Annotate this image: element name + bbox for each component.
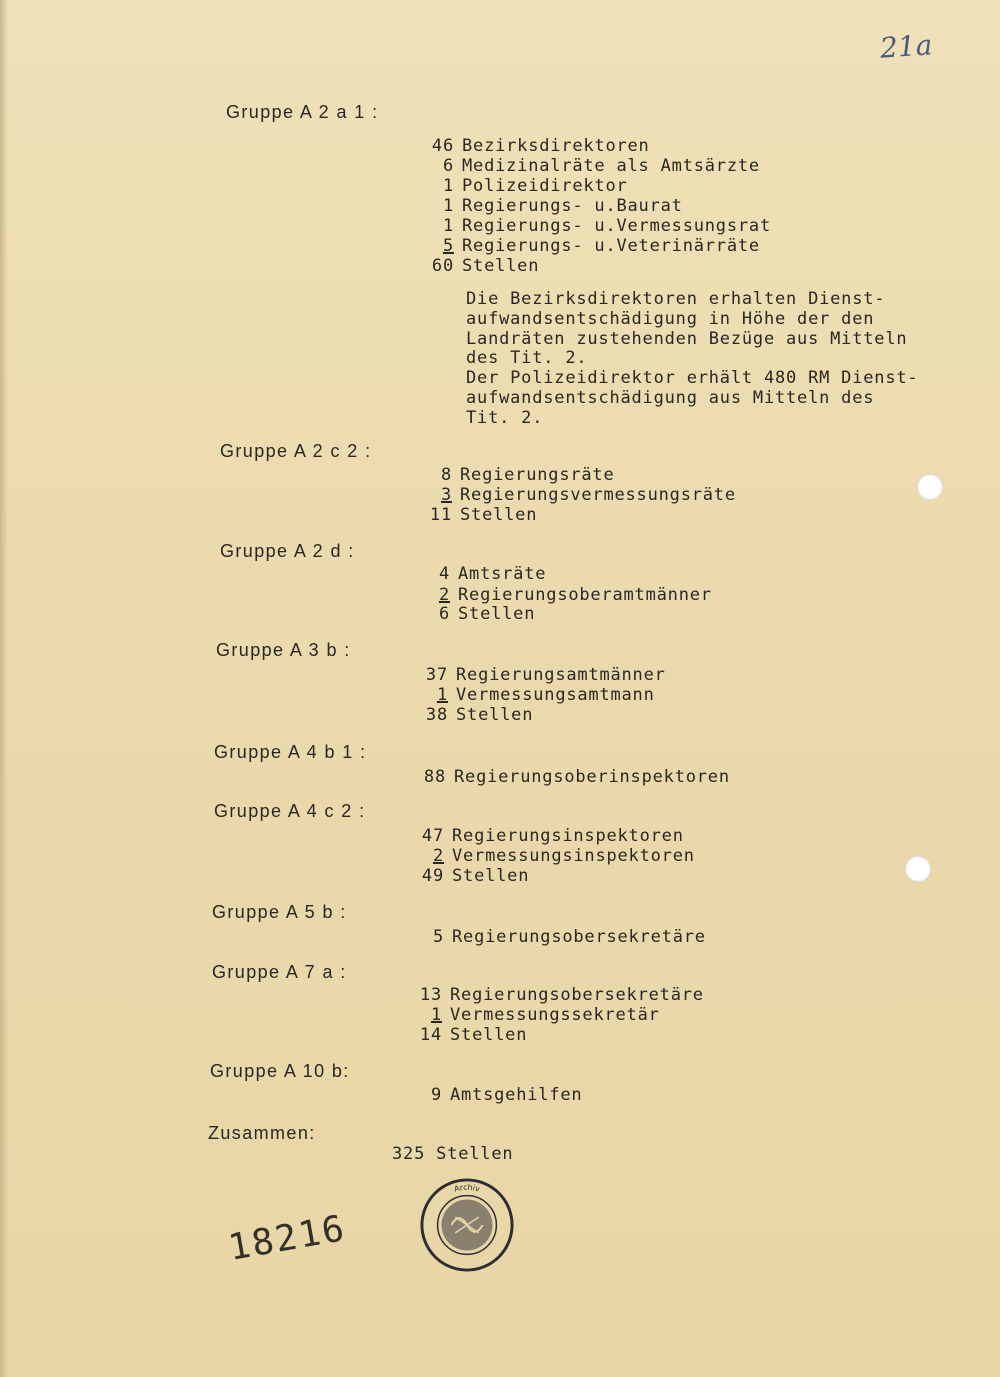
- svg-text:Archiv: [453, 1183, 481, 1194]
- group-label: Gruppe A 4 c 2 :: [214, 801, 366, 821]
- item-count: 4: [438, 564, 450, 584]
- total-count: 49: [421, 866, 444, 886]
- item-count: 1: [442, 216, 454, 236]
- total-label: Stellen: [460, 505, 538, 525]
- punch-hole: [905, 856, 931, 882]
- note-line: aufwandsentschädigung in Höhe der den: [466, 309, 875, 329]
- list-item: [420, 196, 683, 216]
- list-item: [420, 176, 628, 196]
- note-line: Tit. 2.: [466, 408, 544, 428]
- archive-number: 18216: [225, 1208, 350, 1269]
- total-count: 38: [425, 705, 448, 725]
- list-item: [410, 826, 684, 846]
- total-label: Stellen: [456, 705, 534, 725]
- list-item: [408, 1005, 660, 1025]
- total-label: Stellen: [452, 866, 530, 886]
- item-count: 47: [421, 826, 444, 846]
- item-count: 37: [425, 665, 448, 685]
- note-line: des Tit. 2.: [466, 348, 588, 368]
- list-item: [420, 216, 771, 236]
- item-count: 8: [440, 465, 452, 485]
- total-row: [410, 866, 529, 886]
- total-row: [418, 505, 537, 525]
- total-row: [408, 1025, 527, 1045]
- item-label: Amtsgehilfen: [450, 1085, 583, 1105]
- list-item: [418, 485, 736, 505]
- item-label: Regierungsobersekretäre: [450, 985, 704, 1005]
- item-label: Regierungsobersekretäre: [452, 927, 706, 947]
- total-label: Stellen: [462, 256, 540, 276]
- seal-icon: [418, 1176, 516, 1274]
- total-count: 11: [429, 505, 452, 525]
- list-item: [410, 846, 695, 866]
- item-label: Vermessungssekretär: [450, 1005, 660, 1025]
- item-label: Regierungs- u.Baurat: [462, 196, 683, 216]
- group-label: Gruppe A 10 b:: [210, 1061, 350, 1081]
- total-row: [414, 705, 533, 725]
- punch-hole: [917, 474, 943, 500]
- seal-text: Archiv: [453, 1182, 481, 1194]
- total-row: [416, 604, 535, 624]
- item-count: 2: [438, 585, 450, 605]
- item-label: Polizeidirektor: [462, 176, 628, 196]
- item-label: Bezirksdirektoren: [462, 136, 650, 156]
- list-item: [420, 236, 760, 256]
- list-item: [408, 1085, 582, 1105]
- item-count: 2: [432, 846, 444, 866]
- item-count: 9: [430, 1085, 442, 1105]
- group-label: Gruppe A 5 b :: [212, 902, 347, 922]
- list-item: [420, 156, 760, 176]
- item-count: 13: [419, 985, 442, 1005]
- list-item: [410, 927, 706, 947]
- total-label: Stellen: [450, 1025, 528, 1045]
- group-label: Gruppe A 2 c 2 :: [220, 441, 372, 461]
- item-count: 1: [442, 176, 454, 196]
- item-label: Regierungsoberinspektoren: [454, 767, 730, 787]
- item-count: 1: [442, 196, 454, 216]
- total-label: Stellen: [458, 604, 536, 624]
- item-count: 3: [440, 485, 452, 505]
- item-label: Regierungsamtmänner: [456, 665, 666, 685]
- item-count: 1: [436, 685, 448, 705]
- list-item: [414, 685, 655, 705]
- handwritten-page-number: 21a: [878, 28, 934, 65]
- item-count: 5: [442, 236, 454, 256]
- item-label: Vermessungsinspektoren: [452, 846, 695, 866]
- list-item: [416, 564, 546, 584]
- group-label: Gruppe A 2 d :: [220, 541, 355, 561]
- item-label: Regierungs- u.Vermessungsrat: [462, 216, 771, 236]
- item-count: 46: [431, 136, 454, 156]
- item-label: Regierungsvermessungsräte: [460, 485, 736, 505]
- item-label: Regierungs- u.Veterinärräte: [462, 236, 760, 256]
- item-count: 1: [430, 1005, 442, 1025]
- list-item: [414, 665, 666, 685]
- summary-count: 325: [392, 1144, 426, 1164]
- note-line: Der Polizeidirektor erhält 480 RM Dienst-: [466, 368, 919, 388]
- item-count: 88: [423, 767, 446, 787]
- group-label: Gruppe A 3 b :: [216, 640, 351, 660]
- list-item: [412, 767, 730, 787]
- item-label: Medizinalräte als Amtsärzte: [462, 156, 760, 176]
- summary-total: [392, 1144, 513, 1164]
- summary-label: Zusammen:: [208, 1123, 316, 1143]
- list-item: [418, 465, 615, 485]
- item-label: Vermessungsamtmann: [456, 685, 655, 705]
- list-item: [420, 136, 650, 156]
- note-line: aufwandsentschädigung aus Mitteln des: [466, 388, 875, 408]
- group-label: Gruppe A 4 b 1 :: [214, 742, 367, 762]
- item-label: Regierungsräte: [460, 465, 615, 485]
- archive-seal: [418, 1176, 516, 1274]
- item-label: Amtsräte: [458, 564, 547, 584]
- item-count: 5: [432, 927, 444, 947]
- total-count: 14: [419, 1025, 442, 1045]
- page-edge: [0, 0, 8, 1377]
- note-line: Landräten zustehenden Bezüge aus Mitteln: [466, 329, 908, 349]
- item-label: Regierungsinspektoren: [452, 826, 684, 846]
- list-item: [408, 985, 704, 1005]
- item-label: Regierungsoberamtmänner: [458, 585, 712, 605]
- total-count: 60: [431, 256, 454, 276]
- group-label: Gruppe A 2 a 1 :: [226, 102, 379, 122]
- total-count: 6: [438, 604, 450, 624]
- list-item: [416, 585, 712, 605]
- note-line: Die Bezirksdirektoren erhalten Dienst-: [466, 289, 886, 309]
- total-row: [420, 256, 539, 276]
- item-count: 6: [442, 156, 454, 176]
- summary-unit: Stellen: [436, 1144, 514, 1164]
- group-label: Gruppe A 7 a :: [212, 962, 347, 982]
